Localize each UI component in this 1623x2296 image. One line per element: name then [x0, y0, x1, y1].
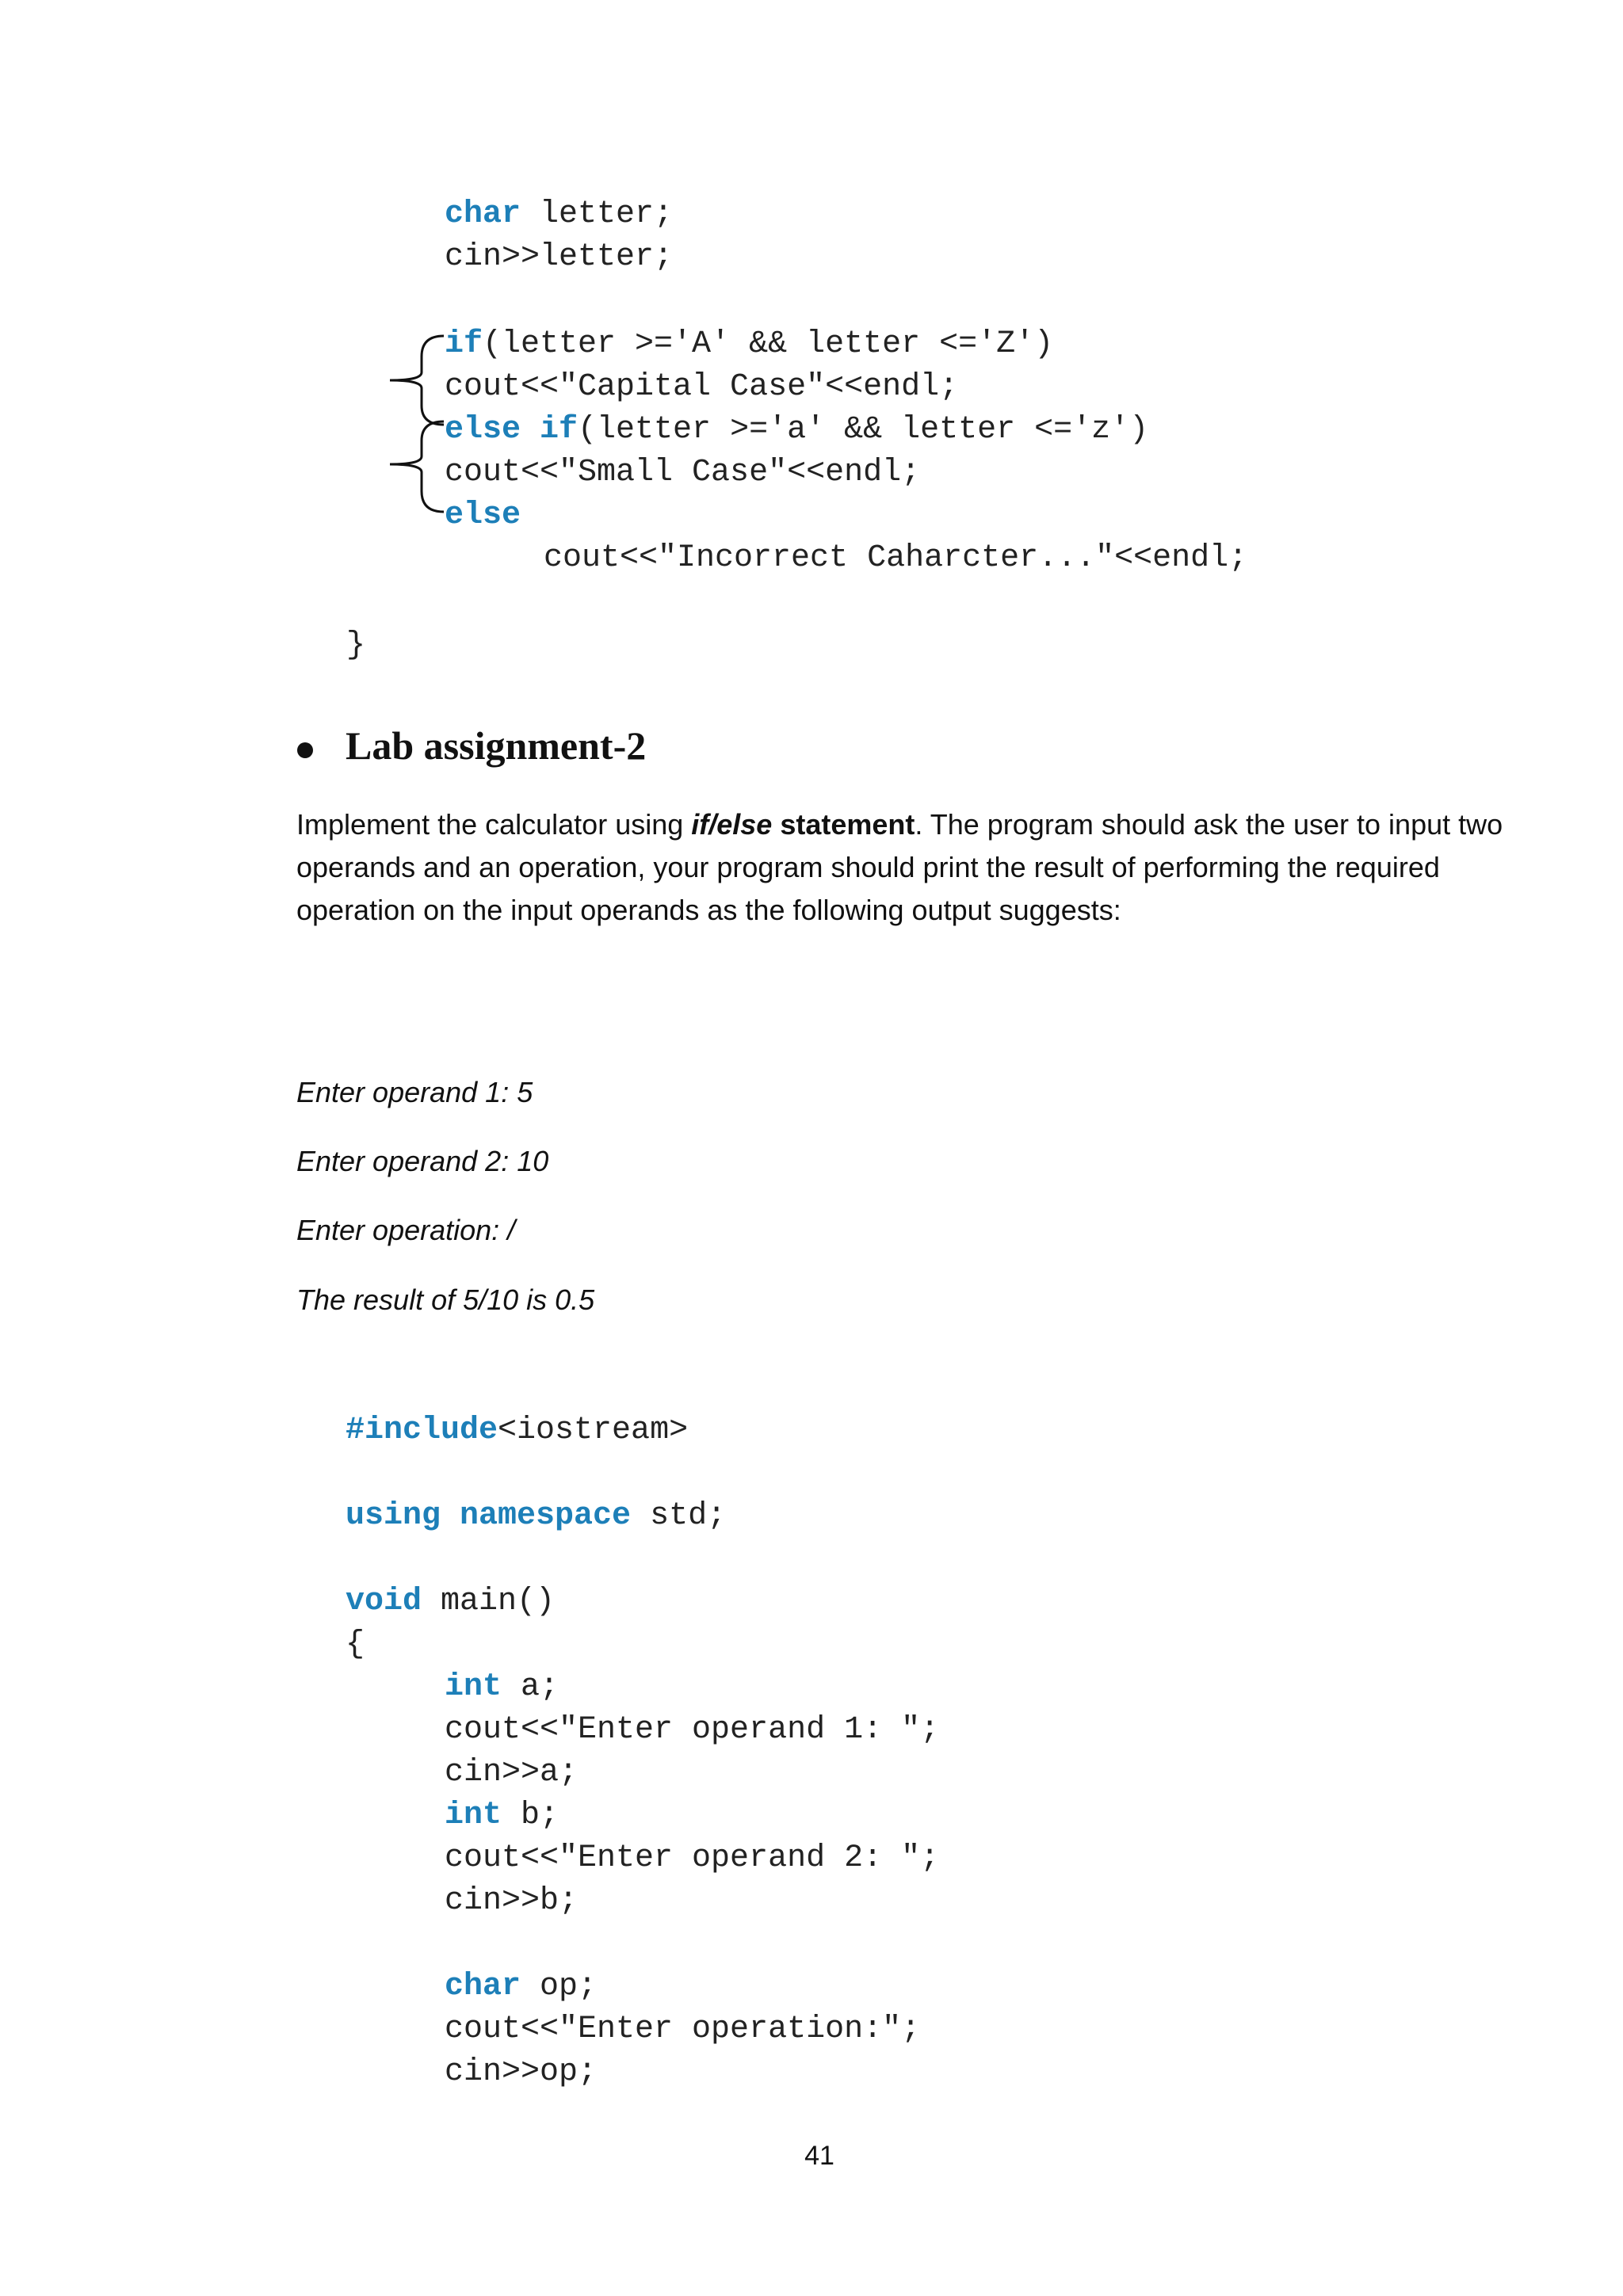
output-line: Enter operation: /	[296, 1214, 516, 1246]
code-line: void main()	[346, 1584, 556, 1619]
code-line: }	[346, 627, 366, 663]
section-heading: Lab assignment-2	[346, 723, 647, 768]
code-line: int a;	[445, 1669, 559, 1705]
code-line: {	[346, 1627, 365, 1662]
code-line: cout<<"Enter operand 2: ";	[445, 1840, 940, 1876]
code-line: char letter;	[445, 196, 674, 232]
output-line: Enter operand 1: 5	[296, 1076, 533, 1108]
curly-brace-annotation	[380, 325, 452, 531]
code-line: using namespace std;	[346, 1498, 727, 1534]
code-line: cout<<"Enter operation:";	[445, 2012, 921, 2047]
output-line: Enter operand 2: 10	[296, 1145, 549, 1177]
code-line: cout<<"Incorrect Caharcter..."<<endl;	[544, 540, 1248, 576]
code-line: #include<iostream>	[346, 1413, 689, 1448]
code-line: cout<<"Enter operand 1: ";	[445, 1712, 940, 1748]
code-line: if(letter >='A' && letter <='Z')	[445, 326, 1054, 362]
code-line: cin>>op;	[445, 2054, 598, 2090]
code-line: cin>>letter;	[445, 239, 674, 275]
output-line: The result of 5/10 is 0.5	[296, 1283, 595, 1316]
code-line: char op;	[445, 1969, 598, 2004]
code-line: else	[445, 498, 521, 533]
bullet-icon	[297, 742, 313, 758]
code-line: cin>>a;	[445, 1755, 579, 1791]
code-line: else if(letter >='a' && letter <='z')	[445, 412, 1149, 448]
page-number: 41	[804, 2141, 834, 2171]
code-line: int b;	[445, 1798, 559, 1833]
code-line: cin>>b;	[445, 1883, 579, 1919]
assignment-description: Implement the calculator using if/else statement. The program should ask the user to input two operands and an operation, your program should print the result of performing the required operation on the input operands as the following output suggests:	[296, 808, 1503, 926]
code-line: cout<<"Capital Case"<<endl;	[445, 369, 959, 405]
code-line: cout<<"Small Case"<<endl;	[445, 455, 921, 490]
